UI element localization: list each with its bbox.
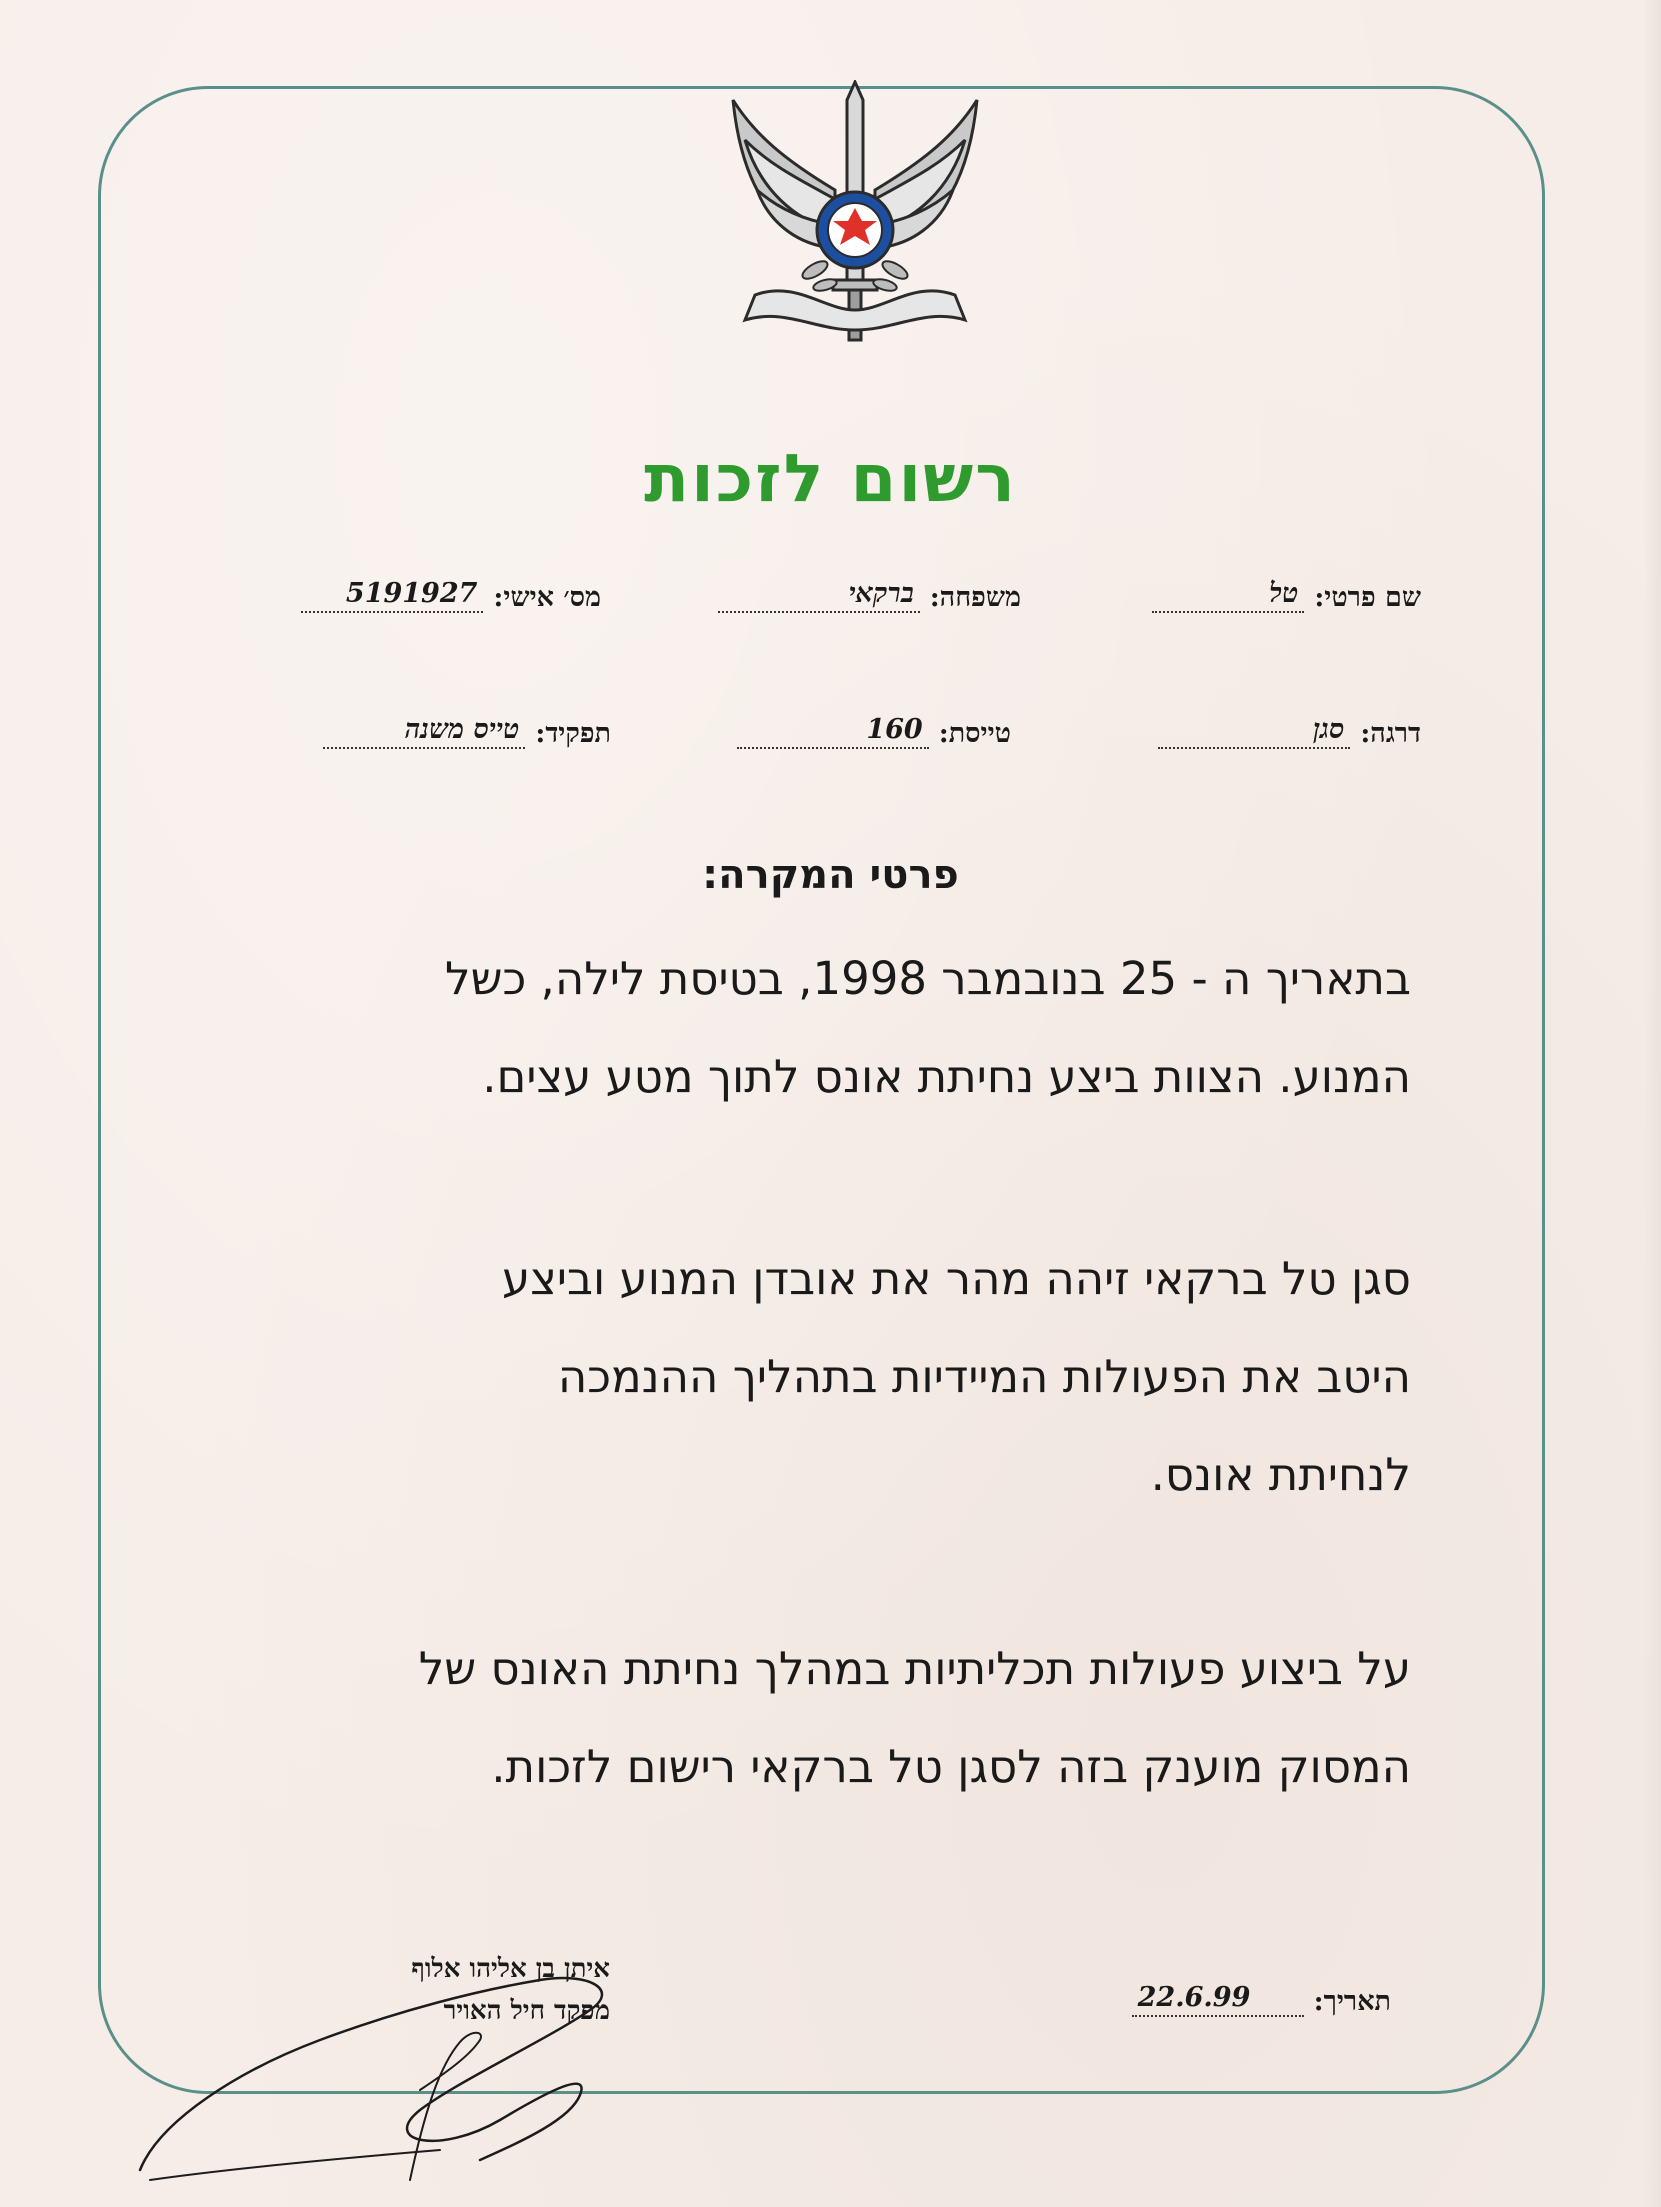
paragraph-3-line-2: המסוק מוענק בזה לסגן טל ברקאי רישום לזכות. <box>491 1740 1411 1793</box>
paragraph-2-line-2: היטב את הפעולות המיידיות בתהליך ההנמכה <box>557 1350 1411 1403</box>
role-label: תפקיד: <box>535 718 611 749</box>
first-name-value: טל <box>1152 578 1304 613</box>
signer-title: מפקד חיל האויר <box>443 1996 610 2026</box>
role-value: טייס משנה <box>323 714 525 749</box>
paragraph-1-line-1: בתאריך ה - 25 בנובמבר 1998, בטיסת לילה, כשל <box>445 952 1411 1005</box>
paragraph-3-line-1: על ביצוע פעולות תכליתיות במהלך נחיתת האונס של <box>418 1642 1411 1695</box>
first-name-label: שם פרטי: <box>1314 582 1421 613</box>
incident-details-heading: פרטי המקרה: <box>702 852 959 898</box>
squadron-value: 160 <box>737 714 929 749</box>
handwritten-signature-icon <box>120 1880 680 2200</box>
squadron-field <box>737 714 1011 749</box>
paragraph-3 <box>241 1620 1411 1816</box>
family-name-field <box>718 578 1021 613</box>
rank-value: סגן <box>1158 714 1350 749</box>
rank-label: דרגה: <box>1360 718 1421 749</box>
personal-id-label: מס׳ אישי: <box>493 582 601 613</box>
date-field <box>1132 1982 1391 2017</box>
page-edge <box>1643 0 1661 2207</box>
rank-field <box>1158 714 1421 749</box>
paragraph-2-line-3: לנחיתת אונס. <box>1150 1448 1411 1501</box>
date-label: תאריך: <box>1313 1986 1391 2017</box>
paragraph-1-line-2: המנוע. הצוות ביצע נחיתת אונס לתוך מטע עצים. <box>482 1050 1411 1103</box>
role-field <box>323 714 611 749</box>
paragraph-1 <box>241 930 1411 1126</box>
paragraph-2 <box>241 1230 1411 1524</box>
family-name-value: ברקאי <box>718 578 920 613</box>
squadron-label: טייסת: <box>938 718 1011 749</box>
certificate-title: רשום לזכות <box>644 440 1017 517</box>
date-value: 22.6.99 <box>1132 1982 1304 2017</box>
air-force-emblem-icon <box>715 80 995 360</box>
personal-id-field <box>301 578 601 613</box>
paragraph-2-line-1: סגן טל ברקאי זיהה מהר את אובדן המנוע וביצע <box>502 1252 1411 1305</box>
first-name-field <box>1152 578 1421 613</box>
family-name-label: משפחה: <box>929 582 1021 613</box>
personal-id-value: 5191927 <box>301 578 483 613</box>
signer-name: איתן בן אליהו אלוף <box>411 1954 610 1984</box>
